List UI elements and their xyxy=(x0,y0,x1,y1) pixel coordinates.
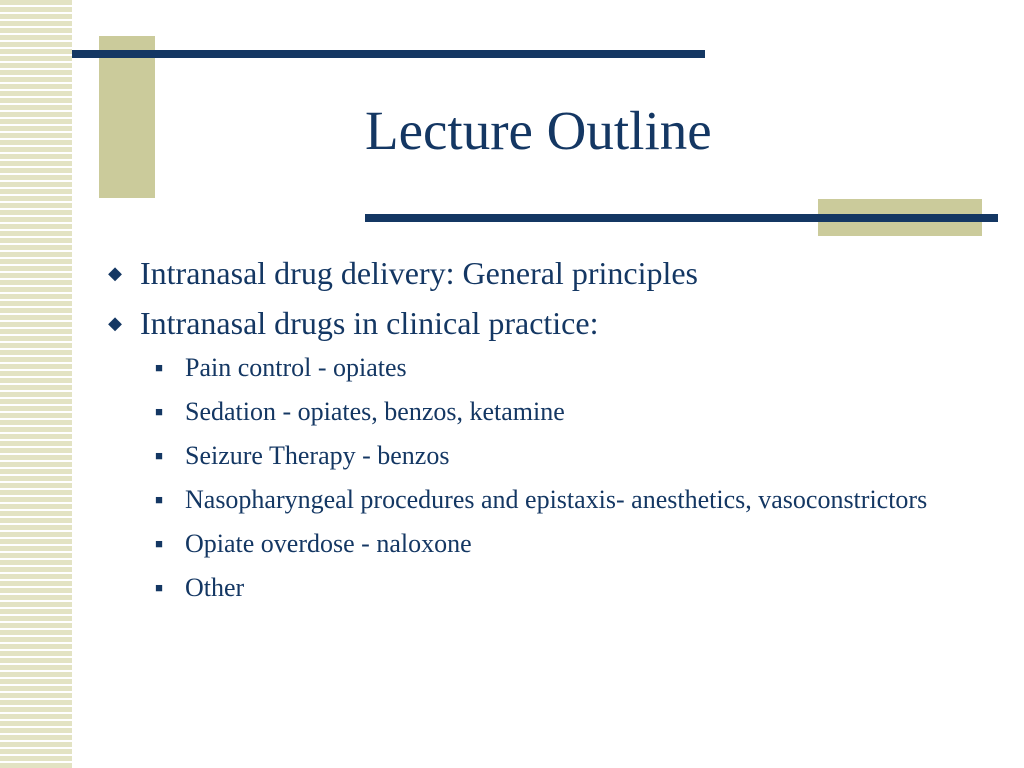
square-bullet-icon: ■ xyxy=(155,360,163,375)
sub-bullet-item xyxy=(100,527,1024,561)
square-bullet-icon: ■ xyxy=(155,492,163,507)
sub-bullet-text: Sedation - opiates, benzos, ketamine xyxy=(185,397,565,426)
sub-bullet-item xyxy=(100,439,1024,473)
bullet-text: Intranasal drugs in clinical practice: xyxy=(140,305,599,341)
sub-bullet-item xyxy=(100,395,1024,429)
diamond-bullet-icon: ◆ xyxy=(108,313,122,333)
bullet-list xyxy=(100,253,1000,615)
accent-block-top xyxy=(99,36,155,198)
sub-bullet-item xyxy=(100,351,1024,385)
diamond-bullet-icon: ◆ xyxy=(108,263,122,283)
title-rule-bottom xyxy=(365,214,998,222)
bullet-text: Intranasal drug delivery: General principles xyxy=(140,255,698,291)
sub-bullet-item xyxy=(100,571,1024,605)
bullet-item xyxy=(100,253,1000,293)
title-rule-top xyxy=(72,50,705,58)
sub-bullet-text: Pain control - opiates xyxy=(185,353,407,382)
sub-bullet-text: Seizure Therapy - benzos xyxy=(185,441,450,470)
sub-bullet-text: Opiate overdose - naloxone xyxy=(185,529,472,558)
square-bullet-icon: ■ xyxy=(155,580,163,595)
square-bullet-icon: ■ xyxy=(155,404,163,419)
bullet-item xyxy=(100,303,1000,343)
square-bullet-icon: ■ xyxy=(155,536,163,551)
sub-bullet-text: Nasopharyngeal procedures and epistaxis- anesthetics, vasoconstrictors xyxy=(185,485,928,514)
slide-title: Lecture Outline xyxy=(365,100,712,161)
left-stripe-decoration xyxy=(0,0,72,768)
sub-bullet-item xyxy=(100,483,1024,517)
sub-bullet-list xyxy=(100,351,1000,605)
sub-bullet-text: Other xyxy=(185,573,245,602)
square-bullet-icon: ■ xyxy=(155,448,163,463)
